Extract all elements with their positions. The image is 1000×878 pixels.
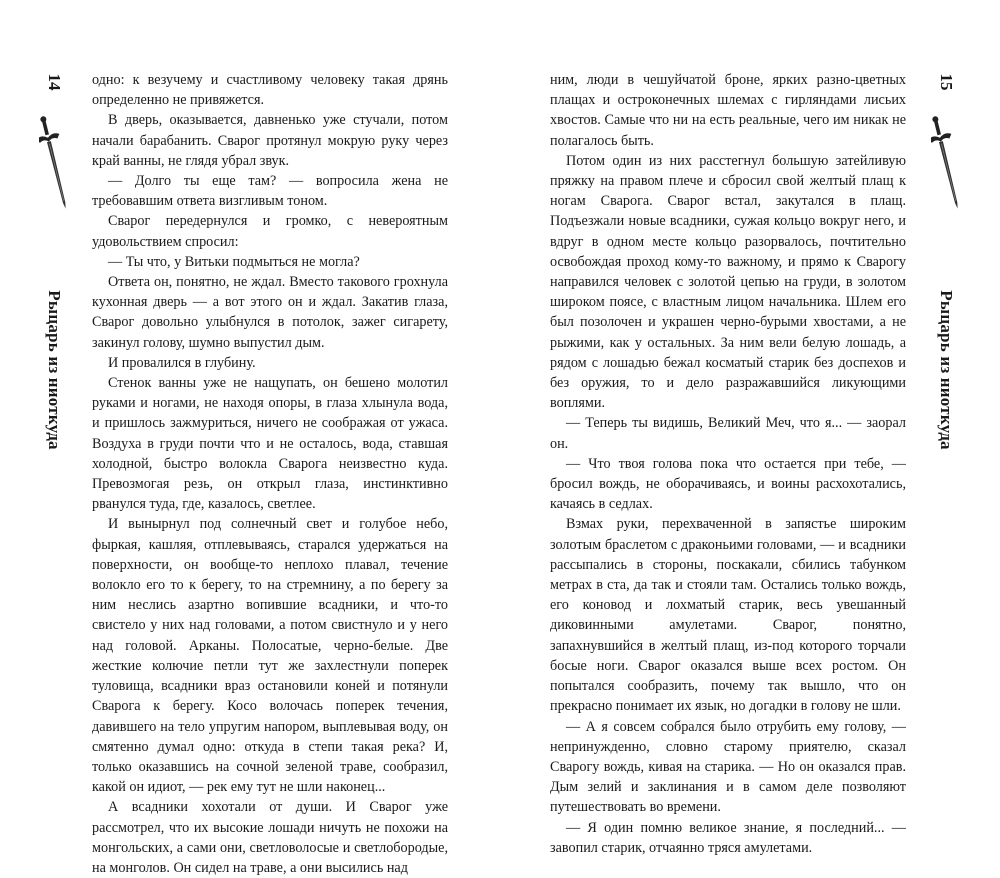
right-paragraph: — Я один помню великое знание, я последний... — завопил старик, отчаянно тряся амулетами. xyxy=(550,819,906,856)
left-page-margin xyxy=(36,62,72,702)
running-title-left-text: Рыцарь из ниоткуда xyxy=(45,290,64,450)
right-paragraph: — А я совсем собрался было отрубить ему голову, — непринужденно, словно старому приятелю, сказал Сварогу вождь, кивая на старика. — Но он оказался прав. Дым зелий и заклинания и в самом деле позволяют путешествовать во времени. xyxy=(550,718,906,816)
left-paragraph: И провалился в глубину. xyxy=(108,354,256,371)
left-paragraph: И вынырнул под солнечный свет и голубое небо, фыркая, кашляя, отплевываясь, старался удержаться на поверхности, он вообще-то неплохо плавал, течение волокло его то к берегу, то на стремнину, а по берегу за ним неслись азартно вопившие всадники, и что-то свистело у них над головами, а потом свистнуло и у него над головой. Арканы. Полосатые, черно-белые. Две жесткие колючие петли тут же захлестнули поперек туловища, всадники враз остановили коней и потянули Сварога к берегу. Косо волочась поперек течения, давившего на тело упругим напором, выплевывая воду, он смятенно думал одно: откуда в степи такая река? И, только оказавшись на сочной зеленой траве, сообразил, какой он идиот, — рек ему тут не шли наконец... xyxy=(92,516,448,796)
running-title-right-text: Рыцарь из ниоткуда xyxy=(937,290,956,450)
left-paragraph: Стенок ванны уже не нащупать, он бешено молотил руками и ногами, не находя опоры, в глаза хлынула вода, и пришлось зажмуриться, ничего не соображая от ужаса. Воздуха в груди почти что и не осталось, вода, ставшая холодной, быстро волокла Сварога неизвестно куда. Превозмогая резь, он открыл глаза, инстинктивно рванулся туда, где, казалось, светлее. xyxy=(92,375,448,513)
sword-ornament-icon xyxy=(931,112,961,212)
left-paragraph: — Ты что, у Витьки подмыться не могла? xyxy=(108,253,360,270)
right-paragraph: ним, люди в чешуйчатой броне, ярких разно-цветных плащах и остроконечных шлемах с гирляндами лисьих хвостов. Самые что ни на есть реальные, чего им никак не полагалось быть. xyxy=(550,72,906,149)
left-paragraph: Сварог передернулся и громко, с невероятным удовольствием спросил: xyxy=(92,213,448,250)
left-paragraph: — Долго ты еще там? — вопросила жена не требовавшим ответа визгливым тоном. xyxy=(92,173,448,210)
running-title-right xyxy=(928,220,964,520)
right-page-margin xyxy=(928,62,964,702)
right-paragraph: Потом один из них расстегнул большую затейливую пряжку на правом плече и сбросил свой желтый плащ к ногам Сварога. Сварог встал, закутался в плащ. Подъезжали новые всадники, сужая кольцо вокруг него, и вдруг в одном месте кольцо разорвалось, почтительно освобождая проход кому-то важному, и прямо к Сварогу направился человек с золотой цепью на груди, в золотом широком поясе, с властным лицом начальника. Шлем его был позолочен и украшен черно-бурыми хвостами, а не рыжими, как у остальных. За ним вели белую лошадь, а рядом с лошадью бежал косматый старик без доспехов и без оружия, то и дело разражавшийся ликующими воплями. xyxy=(550,152,906,412)
page-number-left xyxy=(36,62,72,102)
page-number-right-text: 15 xyxy=(937,73,956,91)
right-page-text xyxy=(550,70,906,858)
page-number-right xyxy=(928,62,964,102)
left-paragraph: одно: к везучему и счастливому человеку такая дрянь определенно не привяжется. xyxy=(92,72,448,109)
left-paragraph: В дверь, оказывается, давненько уже стучали, потом начали барабанить. Сварог протянул мокрую руку через край ванны, не глядя убрал звук. xyxy=(92,112,448,169)
left-paragraph: А всадники хохотали от души. И Сварог уже рассмотрел, что их высокие лошади ничуть не похожи на монгольских, а сами они, светловолосые и светлобородые, на монголов. Он сидел на траве, а они высились над xyxy=(92,799,448,876)
page-number-left-text: 14 xyxy=(45,73,64,91)
right-paragraph: — Что твоя голова пока что остается при тебе, — бросил вождь, не оборачиваясь, и воины расхохотались, качаясь в седлах. xyxy=(550,455,906,513)
sword-ornament-icon xyxy=(39,112,69,212)
running-title-left xyxy=(36,220,72,520)
left-paragraph: Ответа он, понятно, не ждал. Вместо такового грохнула кухонная дверь — а вот этого он и ждал. Закатив глаза, Сварог довольно улыбнулся в потолок, зажег сигарету, закинул голову, шумно выпустил дым. xyxy=(92,274,448,351)
right-paragraph: — Теперь ты видишь, Великий Меч, что я... — заорал он. xyxy=(550,415,906,452)
right-paragraph: Взмах руки, перехваченной в запястье широким золотым браслетом с драконьими головами, — и всадники рассыпались в стороны, поскакали, сбились табунком метрах в ста, да так и стояли там. Остались только вождь, его коновод и лохматый старик, весь увешанный диковинными амулетами. Сварог, понятно, запахнувшийся в желтый плащ, из-под которого торчали босые ноги. Сварог оказался выше всех ростом. Он попытался сообразить, почему так вышло, что он прекрасно понимает их язык, но догадки в голову не шли. xyxy=(550,516,906,715)
left-page-text xyxy=(92,70,448,878)
